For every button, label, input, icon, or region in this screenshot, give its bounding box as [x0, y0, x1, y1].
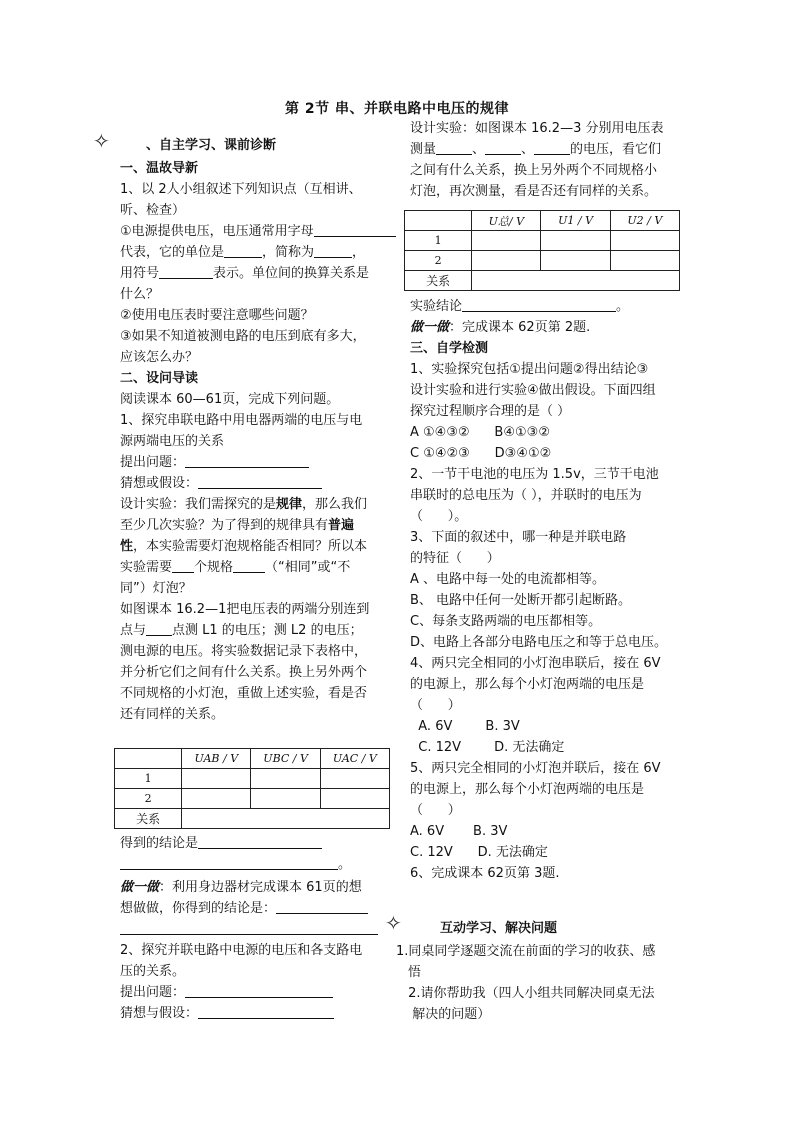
text-line — [120, 879, 362, 897]
text-line: 2、探究并联电路中电源的电压和各支路电 — [120, 943, 363, 958]
text: 表示。单位间的换算关系是 — [213, 266, 370, 281]
text-line: 悟 — [408, 965, 422, 980]
text: ：完成课本 62页第 2题. — [449, 320, 591, 335]
text-line: 听、检查） — [120, 203, 186, 218]
table-cell[interactable] — [541, 251, 610, 271]
text-line — [120, 475, 322, 493]
blank-line — [314, 244, 352, 258]
blank-line — [198, 475, 322, 489]
text-line: A 、电路中每一处的电流都相等。 — [410, 572, 606, 587]
table-row — [115, 789, 390, 809]
table-header-cell: UAC / V — [320, 749, 389, 769]
text-line: 之间有什么关系，换上另外两个不同规格小 — [410, 163, 658, 178]
text-line: 2.请你帮助我（四人小组共同解决同桌无法 — [404, 986, 655, 1001]
text-line: ③如果不知道被测电路的电压到底有多大， — [120, 329, 366, 344]
text-line: 1、探究串联电路中用电器两端的电压与电 — [120, 413, 363, 428]
table-cell[interactable] — [472, 231, 541, 251]
sparkle-icon: ✧ — [385, 911, 402, 935]
table-cell[interactable] — [182, 809, 390, 829]
table-row — [405, 271, 680, 291]
text: 提出问题： — [120, 985, 186, 1000]
table-cell: 1 — [405, 231, 472, 251]
text-line: 5、两只完全相同的小灯泡并联后，接在 6V — [410, 761, 661, 776]
text-line — [120, 559, 350, 577]
text-line: A ①④③② B④①③② — [410, 425, 550, 440]
table-cell — [405, 211, 472, 231]
blank-line — [185, 454, 309, 468]
table-cell[interactable] — [472, 251, 541, 271]
table-cell[interactable] — [182, 769, 251, 789]
blank-line — [224, 244, 262, 258]
section-heading: 一、温故导新 — [120, 161, 199, 176]
text-line: 的电源上，那么每个小灯泡两端的电压是 — [410, 677, 645, 692]
text: 实验结论 — [410, 299, 463, 314]
text: ，本实验需要灯泡规格能否相同？所以本 — [133, 539, 368, 554]
text: ①电源提供电压，电压通常用字母 — [120, 224, 314, 239]
table-row — [405, 231, 680, 251]
text-line: 6、完成课本 62页第 3题. — [410, 866, 560, 881]
table-cell[interactable] — [472, 271, 680, 291]
text: ：利用身边器材完成课本 61页的想 — [159, 880, 362, 895]
text-line: 阅读课本 60—61页，完成下列问题。 — [120, 392, 340, 407]
table-cell[interactable] — [320, 789, 389, 809]
text-line: 灯泡，再次测量，看是否还有同样的关系。 — [410, 184, 658, 199]
text-line: 3、下面的叙述中，哪一种是并联电路 — [410, 530, 627, 545]
table-cell[interactable] — [541, 231, 610, 251]
text: 做一做 — [120, 880, 160, 895]
text-line: （ ） — [410, 698, 461, 713]
blank-line — [159, 265, 213, 279]
blank-line — [198, 835, 322, 849]
text-line — [120, 538, 367, 556]
table-cell: 2 — [405, 251, 472, 271]
text: 想做做，你得到的结论是： — [120, 901, 277, 916]
text: 猜想或假设： — [120, 476, 199, 491]
table-cell: 关系 — [115, 809, 182, 829]
table-header-cell: UAB / V — [182, 749, 251, 769]
table-cell[interactable] — [610, 251, 679, 271]
text-line: B、 电路中任何一处断开都引起断路。 — [410, 593, 632, 608]
blank-line — [462, 298, 616, 312]
text-line: C. 12V D. 无法确定 — [410, 740, 565, 755]
text-line: 同”）灯泡？ — [120, 581, 192, 596]
blank-line — [185, 984, 333, 998]
text: 。 — [338, 857, 352, 872]
text-line: A. 6V B. 3V — [410, 824, 508, 839]
text: 代表，它的单位是 — [120, 245, 225, 260]
text-line: A. 6V B. 3V — [410, 719, 520, 734]
text-line — [120, 984, 333, 1002]
table-header-cell: UBC / V — [251, 749, 320, 769]
table-cell[interactable] — [251, 769, 320, 789]
text-line — [120, 921, 378, 939]
text-line: 什么？ — [120, 287, 160, 302]
table-row — [115, 809, 390, 829]
text: 用符号 — [120, 266, 160, 281]
text: 普遍 — [328, 518, 355, 533]
table-cell[interactable] — [182, 789, 251, 809]
text-line: 源两端电压的关系 — [120, 434, 225, 449]
blank-line — [314, 223, 396, 237]
section-heading: 三、自学检测 — [410, 341, 489, 356]
table-cell[interactable] — [251, 789, 320, 809]
text: 点测 L1 的电压；测 L2 的电压； — [172, 623, 363, 638]
text-line: （ ）。 — [410, 509, 468, 524]
page-title: 第 2节 串、并联电路中电压的规律 — [285, 101, 509, 117]
table-cell[interactable] — [320, 769, 389, 789]
text: （“相同”或“不 — [265, 560, 351, 575]
table-row — [405, 251, 680, 271]
data-table-series — [114, 748, 390, 829]
text-line: 4、两只完全相同的小灯泡串联后，接在 6V — [410, 656, 661, 671]
text-line: 并分析它们之间有什么关系。换上另外两个 — [120, 665, 368, 680]
text: 实验需要 — [120, 560, 173, 575]
text: 、 — [472, 142, 486, 157]
text: 规律 — [276, 497, 303, 512]
text: 测量 — [410, 142, 437, 157]
text: 提出问题： — [120, 455, 186, 470]
text-line: C. 12V D. 无法确定 — [410, 845, 548, 860]
text-line: C ①④②③ D③④①② — [410, 446, 552, 461]
text-line: 解决的问题） — [404, 1007, 491, 1022]
text-line — [120, 856, 351, 874]
blank-line — [120, 921, 378, 935]
text-line — [120, 454, 309, 472]
text-line: D、电路上各部分电路电压之和等于总电压。 — [410, 635, 668, 650]
text-line: 设计实验：如图课本 16.2—3 分别用电压表 — [410, 121, 664, 136]
text: 猜想与假设： — [120, 1006, 199, 1021]
text-line: 应该怎么办？ — [120, 350, 199, 365]
text-line: 1、实验探究包括①提出问题②得出结论③ — [410, 362, 649, 377]
text-line: 测电源的电压。将实验数据记录下表格中， — [120, 644, 368, 659]
text-line: C、每条支路两端的电压都相等。 — [410, 614, 602, 629]
table-cell — [115, 749, 182, 769]
sparkle-icon: ✧ — [93, 129, 110, 153]
text: 设计实验：我们需探究的是 — [120, 497, 277, 512]
text-line — [120, 244, 365, 262]
text-line — [120, 835, 322, 853]
text-line — [120, 622, 363, 640]
table-header-cell: U2 / V — [610, 211, 679, 231]
text-line — [120, 496, 367, 514]
text-line: 探究过程顺序合理的是（ ） — [410, 404, 571, 419]
text-line — [120, 265, 369, 283]
text-line: 的电源上，那么每个小灯泡两端的电压是 — [410, 782, 645, 797]
blank-line — [120, 856, 338, 870]
text-line — [120, 223, 396, 241]
table-header-row — [115, 749, 390, 769]
text: ，简称为 — [262, 245, 315, 260]
text-line — [410, 319, 590, 337]
text: ，那么我们 — [302, 497, 368, 512]
table-header-cell: U总/ V — [472, 211, 541, 231]
section-heading: 、自主学习、课前诊断 — [146, 138, 277, 153]
text-line: 串联时的总电压为（ ），并联时的电压为 — [410, 488, 642, 503]
text-line: （ ） — [410, 803, 461, 818]
blank-line — [534, 141, 570, 155]
table-cell[interactable] — [610, 231, 679, 251]
text-line — [120, 900, 368, 918]
table-cell: 2 — [115, 789, 182, 809]
text: 的电压，看它们 — [570, 142, 662, 157]
text-line: ②使用电压表时要注意哪些问题？ — [120, 308, 314, 323]
blank-line — [485, 141, 521, 155]
text-line: 2、一节干电池的电压为 1.5v，三节干电池 — [410, 467, 659, 482]
text-line — [410, 141, 661, 159]
text: 。 — [616, 299, 630, 314]
data-table-parallel — [404, 210, 680, 291]
blank-line — [436, 141, 472, 155]
text: 性 — [120, 539, 134, 554]
text-line: 1、以 2人小组叙述下列知识点（互相讲、 — [120, 182, 362, 197]
table-row — [115, 769, 390, 789]
text-line: 1.同桌同学逐题交流在前面的学习的收获、感 — [396, 944, 656, 959]
text: 个规格 — [194, 560, 234, 575]
table-cell: 1 — [115, 769, 182, 789]
blank-line — [198, 1005, 334, 1019]
text: 做一做 — [410, 320, 450, 335]
text-line: 还有同样的关系。 — [120, 707, 225, 722]
blank-line — [276, 900, 368, 914]
text-line — [120, 517, 354, 535]
section-heading: 互动学习、解决问题 — [440, 921, 558, 936]
table-header-cell: U1 / V — [541, 211, 610, 231]
text-line: 设计实验和进行实验④做出假设。下面四组 — [410, 383, 656, 398]
text: 至少几次实验？为了得到的规律具有 — [120, 518, 329, 533]
text: 点与 — [120, 623, 147, 638]
blank-line — [172, 559, 194, 573]
text: 、 — [521, 142, 535, 157]
table-header-row — [405, 211, 680, 231]
text-line — [120, 1005, 334, 1023]
table-cell: 关系 — [405, 271, 472, 291]
text: 得到的结论是 — [120, 836, 199, 851]
section-heading: 二、设问导读 — [120, 371, 199, 386]
blank-line — [146, 622, 172, 636]
text-line: 压的关系。 — [120, 964, 186, 979]
text-line — [410, 298, 629, 316]
text-line: 的特征（ ） — [410, 551, 500, 566]
text: ， — [352, 245, 366, 260]
text-line: 不同规格的小灯泡，重做上述实验，看是否 — [120, 686, 368, 701]
blank-line — [233, 559, 265, 573]
text-line: 如图课本 16.2—1把电压表的两端分别连到 — [120, 602, 370, 617]
